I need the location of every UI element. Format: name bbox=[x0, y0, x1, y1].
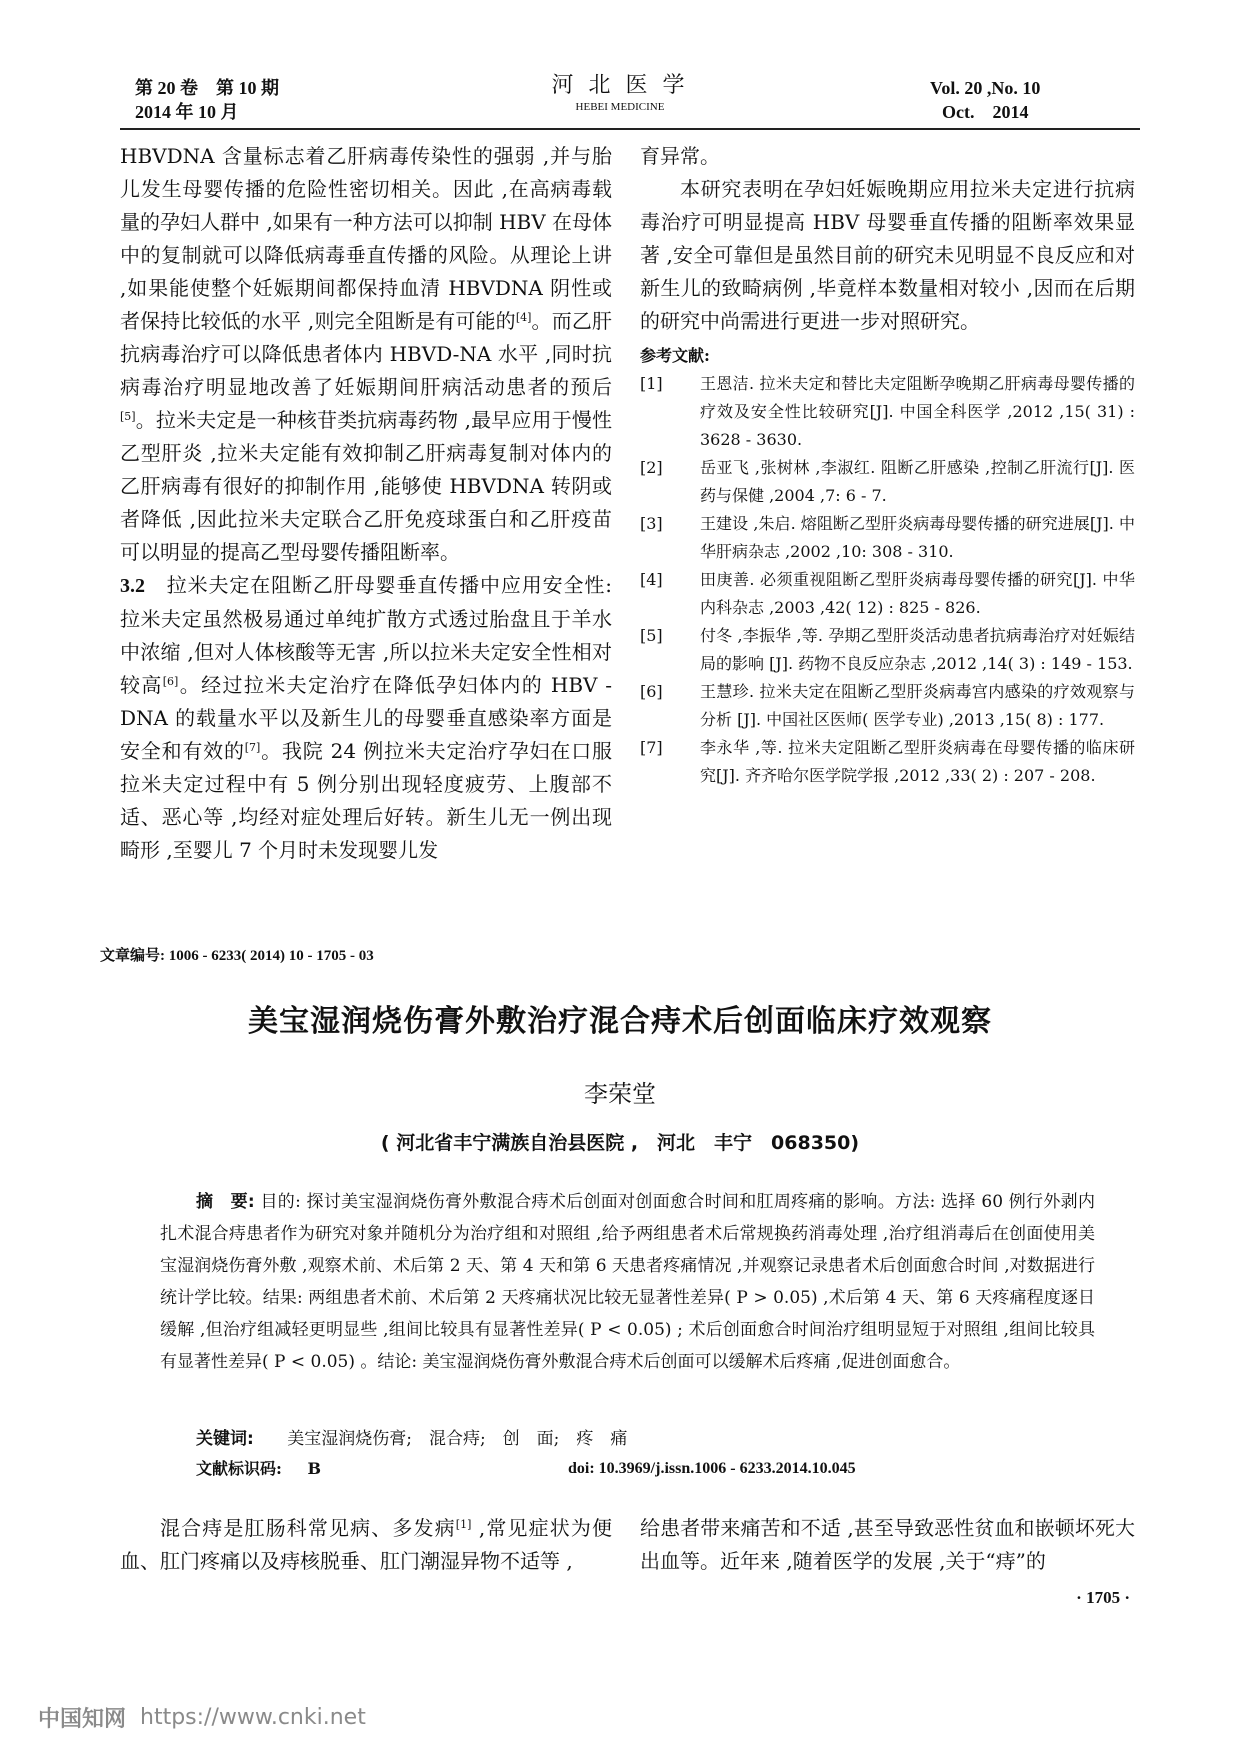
reference-number: [5] bbox=[640, 626, 663, 645]
author-affiliation: ( 河北省丰宁满族自治县医院 , 河北 丰宁 068350) bbox=[380, 1132, 860, 1154]
author-name: 李荣堂 bbox=[584, 1080, 656, 1108]
keywords-label: 关键词: bbox=[196, 1429, 254, 1449]
reference-number: [3] bbox=[640, 514, 663, 533]
body-paragraph: 给患者带来痛苦和不适 ,甚至导致恶性贫血和嵌顿坏死大出血等。近年来 ,随着医学的发展 ,关于“痔”的 bbox=[640, 1516, 1135, 1573]
publication-date-en: Oct. 2014 bbox=[942, 102, 1029, 122]
reference-number: [1] bbox=[640, 374, 663, 393]
article-title: 美宝湿润烧伤膏外敷治疗混合痔术后创面临床疗效观察 bbox=[248, 1004, 992, 1039]
volume-issue: 第 20 卷 第 10 期 bbox=[135, 78, 279, 98]
section-number: 3.2 bbox=[120, 575, 145, 597]
reference-text: 王恩洁. 拉米夫定和替比夫定阻断孕晚期乙肝病毒母婴传播的疗效及安全性比较研究[J]. 中国全科医学 ,2012 ,15( 31) : 3628 - 3630. bbox=[700, 374, 1135, 449]
citation: [6] bbox=[162, 675, 179, 688]
reference-number: [2] bbox=[640, 458, 663, 477]
article-number: 文章编号: 1006 - 6233( 2014) 10 - 1705 - 03 bbox=[100, 948, 374, 964]
reference-text: 田庚善. 必须重视阻断乙型肝炎病毒母婴传播的研究[J]. 中华内科杂志 ,2003 ,42( 12) : 825 - 826. bbox=[700, 570, 1135, 617]
abstract bbox=[160, 1186, 1095, 1378]
citation: [5] bbox=[120, 410, 136, 423]
cnki-url: https://www.cnki.net bbox=[140, 1704, 366, 1730]
body-paragraph: 混合痔是肛肠科常见病、多发病[1] ,常见症状为便血、肛门疼痛以及痔核脱垂、肛门潮湿异物不适等 , bbox=[120, 1516, 613, 1573]
reference-text: 付冬 ,李振华 ,等. 孕期乙型肝炎活动患者抗病毒治疗对妊娠结局的影响 [J]. 药物不良反应杂志 ,2012 ,14( 3) : 149 - 153. bbox=[700, 626, 1135, 673]
article-body-right bbox=[640, 1512, 1135, 1578]
document-code-value: B bbox=[307, 1459, 322, 1478]
citation: [1] bbox=[455, 1518, 472, 1531]
header-right bbox=[930, 76, 1130, 124]
cnki-logo: 中国知网 bbox=[38, 1706, 127, 1732]
body-paragraph: 育异常。 bbox=[640, 144, 720, 168]
document-code-label: 文献标识码: bbox=[196, 1459, 282, 1478]
volume-issue-en: Vol. 20 ,No. 10 bbox=[930, 78, 1041, 98]
keywords bbox=[196, 1425, 1096, 1453]
article-body-left bbox=[120, 1512, 612, 1578]
reference-text: 李永华 ,等. 拉米夫定阻断乙型肝炎病毒在母婴传播的临床研究[J]. 齐齐哈尔医学院学报 ,2012 ,33( 2) : 207 - 208. bbox=[700, 738, 1135, 785]
right-column bbox=[640, 140, 1135, 790]
keywords-text: 美宝湿润烧伤膏; 混合痔; 创 面; 疼 痛 bbox=[287, 1429, 628, 1449]
header-rule bbox=[120, 128, 1140, 130]
reference-number: [4] bbox=[640, 570, 663, 589]
body-paragraph: HBVDNA 含量标志着乙肝病毒传染性的强弱 ,并与胎儿发生母婴传播的危险性密切相关。因此 ,在高病毒载量的孕妇人群中 ,如果有一种方法可以抑制 HBV 在母体中的复制就可以降低病毒垂直传播的风险。从理论上讲 ,如果能使整个妊娠期间都保持血清 HBVDNA 阴性或者保持比较低的水平 ,则完全阻断是有可能的[4]。而乙肝抗病毒治疗可以降低患者体内 HBVD-NA 水平 ,同时抗病毒治疗明显地改善了妊娠期间肝病活动患者的预后[5]。拉米夫定是一种核苷类抗病毒药物 ,最早应用于慢性乙型肝炎 ,拉米夫定能有效抑制乙肝病毒复制对体内的乙肝病毒有很好的抑制作用 ,能够使 HBVDNA 转阴或者降低 ,因此拉米夫定联合乙肝免疫球蛋白和乙肝疫苗可以明显的提高乙型母婴传播阻断率。 bbox=[120, 144, 613, 564]
reference-list bbox=[640, 370, 1135, 790]
publication-date: 2014 年 10 月 bbox=[135, 102, 239, 122]
reference-item bbox=[640, 510, 1135, 566]
citation: [7] bbox=[244, 741, 261, 754]
reference-item bbox=[640, 454, 1135, 510]
reference-text: 王慧珍. 拉米夫定在阻断乙型肝炎病毒宫内感染的疗效观察与分析 [J]. 中国社区医师( 医学专业) ,2013 ,15( 8) : 177. bbox=[700, 682, 1135, 729]
abstract-label: 摘 要: bbox=[196, 1192, 255, 1212]
reference-item bbox=[640, 370, 1135, 454]
references-heading: 参考文献: bbox=[640, 346, 710, 365]
reference-text: 王建设 ,朱启. 熔阻断乙型肝炎病毒母婴传播的研究进展[J]. 中华肝病杂志 ,2002 ,10: 308 - 310. bbox=[700, 514, 1135, 561]
reference-item bbox=[640, 566, 1135, 622]
reference-item bbox=[640, 734, 1135, 790]
reference-text: 岳亚飞 ,张树林 ,李淑红. 阻断乙肝感染 ,控制乙肝流行[J]. 医药与保健 ,2004 ,7: 6 - 7. bbox=[700, 458, 1135, 505]
doi: doi: 10.3969/j.issn.1006 - 6233.2014.10.045 bbox=[568, 1460, 856, 1477]
reference-number: [6] bbox=[640, 682, 663, 701]
conclusion-paragraph: 本研究表明在孕妇妊娠晚期应用拉米夫定进行抗病毒治疗可明显提高 HBV 母婴垂直传播的阻断率效果显著 ,安全可靠但是虽然目前的研究未见明显不良反应和对新生儿的致畸病例 ,毕竟样本数量相对较小 ,因而在后期的研究中尚需进行更进一步对照研究。 bbox=[640, 177, 1135, 333]
page-number: · 1705 · bbox=[1076, 1588, 1130, 1607]
document-code-row bbox=[196, 1456, 1096, 1482]
cnki-watermark bbox=[38, 1700, 366, 1734]
header-left bbox=[135, 76, 335, 124]
reference-item bbox=[640, 678, 1135, 734]
abstract-text: 目的: 探讨美宝湿润烧伤膏外敷混合痔术后创面对创面愈合时间和肛周疼痛的影响。方法: 选择 60 例行外剥内扎术混合痔患者作为研究对象并随机分为治疗组和对照组 ,给予两组患者术后常规换药消毒处理 ,治疗组消毒后在创面使用美宝湿润烧伤膏外敷 ,观察术前、术后第 2 天、第 4 天和第 6 天患者疼痛情况 ,并观察记录患者术后创面愈合时间 ,对数据进行统计学比较。结果: 两组患者术前、术后第 2 天疼痛状况比较无显著性差异( P > 0.05) ,术后第 4 天、第 6 天疼痛程度逐日缓解 ,但治疗组减轻更明显些 ,组间比较具有显著性差异( P < 0.05) ; 术后创面愈合时间治疗组明显短于对照组 ,组间比较具有显著性差异( P < 0.05) 。结论: 美宝湿润烧伤膏外敷混合痔术后创面可以缓解术后疼痛 ,促进创面愈合。 bbox=[160, 1192, 1095, 1372]
reference-item bbox=[640, 622, 1135, 678]
journal-subtitle: HEBEI MEDICINE bbox=[575, 101, 665, 113]
left-column bbox=[120, 140, 612, 867]
citation: [4] bbox=[515, 311, 532, 324]
reference-number: [7] bbox=[640, 738, 663, 757]
header-center bbox=[470, 72, 770, 114]
journal-title: 河 北 医 学 bbox=[551, 73, 689, 98]
body-paragraph: 3.2 拉米夫定在阻断乙肝母婴垂直传播中应用安全性: 拉米夫定虽然极易通过单纯扩散方式透过胎盘且于羊水中浓缩 ,但对人体核酸等无害 ,所以拉米夫定安全性相对较高[6]。经过拉米夫定治疗在降低孕妇体内的 HBV - DNA 的载量水平以及新生儿的母婴垂直感染率方面是安全和有效的[7]。我院 24 例拉米夫定治疗孕妇在口服拉米夫定过程中有 5 例分别出现轻度疲劳、上腹部不适、恶心等 ,均经对症处理后好转。新生儿无一例出现畸形 ,至婴儿 7 个月时未发现婴儿发 bbox=[120, 573, 613, 862]
